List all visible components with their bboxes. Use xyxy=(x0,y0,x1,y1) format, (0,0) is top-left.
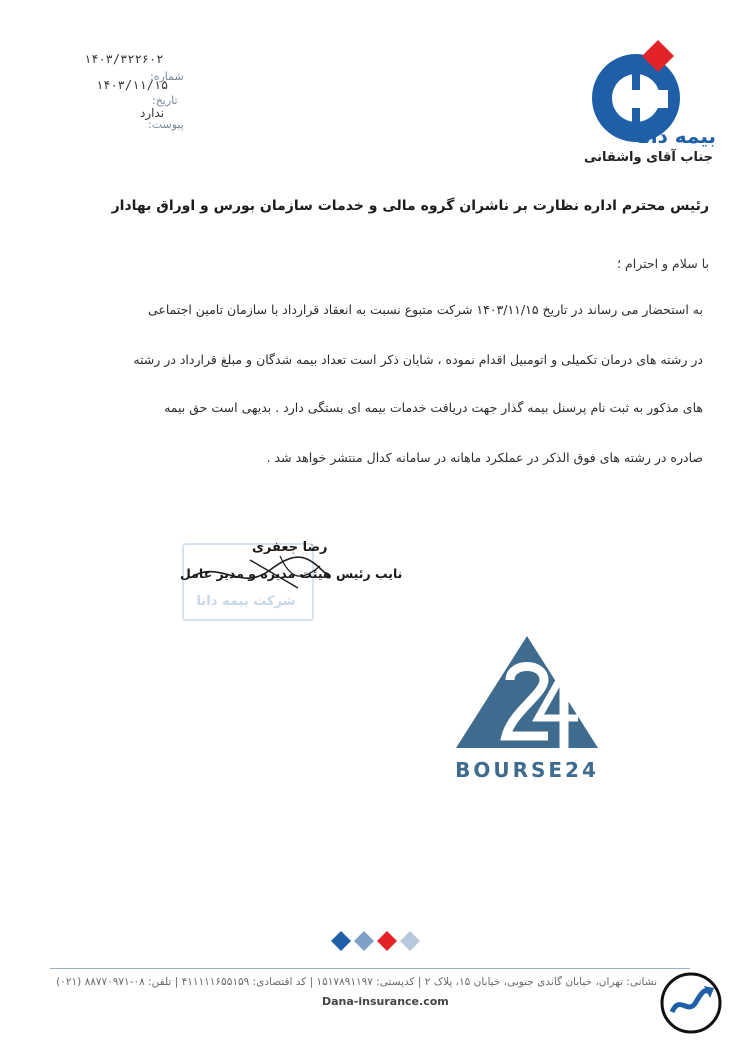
footer-diamonds-icon xyxy=(330,930,424,952)
signer-title: نایب رئیس هیئت مدیره و مدیر عامل xyxy=(180,566,403,581)
body-line-3: های مذکور به ثبت نام پرسنل بیمه گذار جهت دریافت خدمات بیمه ای بستگی دارد . بدیهی است حق بیمه xyxy=(164,400,703,415)
number-label: شماره: xyxy=(150,70,184,83)
footer-divider xyxy=(50,968,690,969)
date-label: تاریخ: xyxy=(152,94,178,107)
attachment-label: پیوست: xyxy=(148,118,184,131)
letter-number: ۱۴۰۳/۳۲۲۶۰۲ xyxy=(84,52,164,66)
attachment-value: ندارد xyxy=(140,106,165,120)
greeting: با سلام و احترام ؛ xyxy=(617,256,709,271)
handwritten-signature-icon xyxy=(180,548,340,598)
body-line-1: به استحضار می رساند در تاریخ ۱۴۰۳/۱۱/۱۵ شرکت متبوع نسبت به انعقاد قرارداد با سازمان تامین اجتماعی xyxy=(147,302,703,317)
signer-name: رضا جعفری xyxy=(252,540,328,555)
bourse24-watermark-icon xyxy=(452,632,602,752)
watermark-text: BOURSE24 xyxy=(455,758,599,782)
body-line-2: در رشته های درمان تکمیلی و اتومبیل اقدام نموده ، شایان ذکر است تعداد بیمه شدگان و مبلغ قرارداد در رشته xyxy=(133,352,703,367)
recipient-title: رئیس محترم اداره نظارت بر ناشران گروه مالی و خدمات سازمان بورس و اوراق بهادار xyxy=(111,198,709,214)
letter-date: ۱۴۰۳/۱۱/۱۵ xyxy=(96,78,169,92)
footer-address: نشانی: تهران، خیابان گاندی جنوبی، خیابان ۱۵، پلاک ۲ | کدپستی: ۱۵۱۷۸۹۱۱۹۷ | کد اقتصادی: ۴۱۱۱۱۱۶۵۵۱۵۹ | تلفن: ۰۸-۸۸۷۷۰۹۷۱ (۰۲۱) xyxy=(56,976,657,988)
stamp-text: شرکت بیمه دانا xyxy=(196,594,296,609)
footer-website[interactable]: Dana-insurance.com xyxy=(322,995,449,1008)
trend-badge-icon xyxy=(660,972,722,1034)
attention-line: جناب آقای واشقانی xyxy=(583,150,713,165)
body-line-4: صادره در رشته های فوق الذکر در عملکرد ماهانه در سامانه کدال منتشر خواهد شد . xyxy=(266,450,703,465)
logo-text: بیمه دانا xyxy=(635,124,716,148)
